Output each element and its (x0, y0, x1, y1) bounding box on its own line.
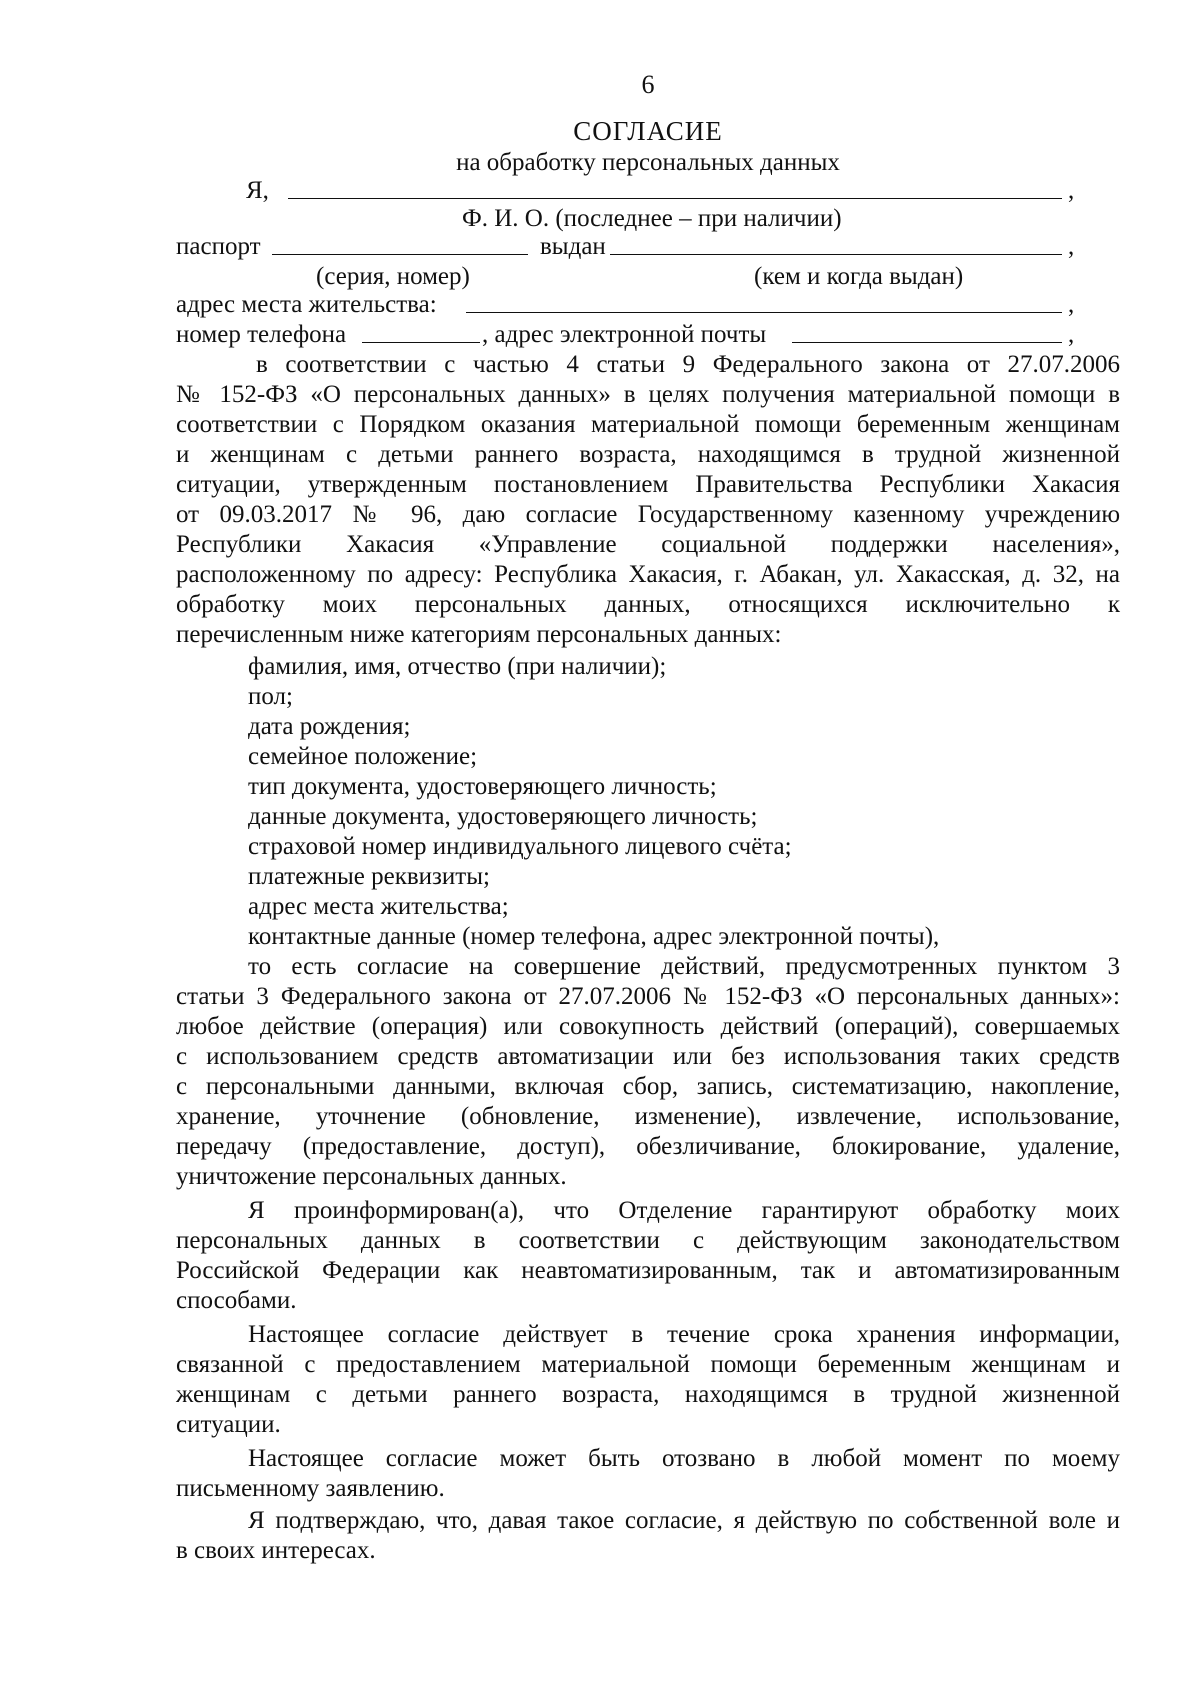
list-item: тип документа, удостоверяющего личность; (248, 773, 717, 800)
paragraph-line: с использованием средств автоматизации или без использования таких средств (176, 1043, 1120, 1070)
address-field[interactable] (466, 290, 1062, 313)
passport-label: паспорт (176, 233, 261, 260)
paragraph-line: № 152-ФЗ «О персональных данных» в целях получения материальной помощи в (176, 381, 1120, 408)
paragraph-line: ситуации, утвержденным постановлением Правительства Республики Хакасия (176, 471, 1120, 498)
fio-comma: , (1068, 177, 1075, 204)
paragraph-line: любое действие (операция) или совокупность действий (операций), совершаемых (176, 1013, 1120, 1040)
list-item: контактные данные (номер телефона, адрес электронной почты), (248, 923, 940, 950)
paragraph-line: ситуации. (176, 1411, 281, 1438)
paragraph-line: Настоящее согласие может быть отозвано в любой момент по моему (248, 1445, 1120, 1472)
address-label: адрес места жительства: (176, 291, 437, 318)
document-subtitle: на обработку персональных данных (456, 149, 840, 176)
passport-series-field[interactable] (272, 232, 528, 255)
paragraph-line: в соответствии с частью 4 статьи 9 Федерального закона от 27.07.2006 (256, 351, 1120, 378)
paragraph-line: то есть согласие на совершение действий, предусмотренных пунктом 3 (248, 953, 1120, 980)
paragraph-line: Я подтверждаю, что, давая такое согласие, я действую по собственной воле и (248, 1507, 1120, 1534)
paragraph-line: женщинам с детьми раннего возраста, находящимся в трудной жизненной (176, 1381, 1120, 1408)
document-title: СОГЛАСИЕ (573, 116, 723, 146)
paragraph-line: Российской Федерации как неавтоматизированным, так и автоматизированным (176, 1257, 1120, 1284)
list-item: семейное положение; (248, 743, 478, 770)
paragraph-line: связанной с предоставлением материальной помощи беременным женщинам и (176, 1351, 1120, 1378)
paragraph-line: расположенному по адресу: Республика Хакасия, г. Абакан, ул. Хакасская, д. 32, на (176, 561, 1120, 588)
list-item: фамилия, имя, отчество (при наличии); (248, 653, 667, 680)
address-comma: , (1068, 291, 1075, 318)
paragraph-line: Настоящее согласие действует в течение срока хранения информации, (248, 1321, 1120, 1348)
email-comma: , (1068, 321, 1075, 348)
list-item: данные документа, удостоверяющего личность; (248, 803, 758, 830)
paragraph-line: обработку моих персональных данных, относящихся исключительно к (176, 591, 1120, 618)
paragraph-line: от 09.03.2017 № 96, даю согласие Государственному казенному учреждению (176, 501, 1120, 528)
paragraph-line: уничтожение персональных данных. (176, 1163, 567, 1190)
issued-by-field[interactable] (610, 232, 1062, 255)
list-item: пол; (248, 683, 293, 710)
paragraph-line: персональных данных в соответствии с действующим законодательством (176, 1227, 1120, 1254)
paragraph-line: перечисленным ниже категориям персональных данных: (176, 621, 782, 648)
paragraph-line: и женщинам с детьми раннего возраста, находящимся в трудной жизненной (176, 441, 1120, 468)
paragraph-line: хранение, уточнение (обновление, изменение), извлечение, использование, (176, 1103, 1120, 1130)
issued-caption: (кем и когда выдан) (754, 263, 964, 290)
series-caption: (серия, номер) (316, 263, 470, 290)
paragraph-line: передачу (предоставление, доступ), обезличивание, блокирование, удаление, (176, 1133, 1120, 1160)
phone-field[interactable] (362, 320, 480, 343)
paragraph-line: статьи 3 Федерального закона от 27.07.2006 № 152-ФЗ «О персональных данных»: (176, 983, 1120, 1010)
paragraph-line: способами. (176, 1287, 297, 1314)
list-item: адрес места жительства; (248, 893, 509, 920)
phone-label: номер телефона (176, 321, 347, 348)
issued-label: выдан (540, 233, 606, 260)
ya-label: Я, (246, 177, 269, 204)
email-label: , адрес электронной почты (482, 321, 767, 348)
email-field[interactable] (792, 320, 1062, 343)
list-item: страховой номер индивидуального лицевого счёта; (248, 833, 792, 860)
paragraph-line: с персональными данными, включая сбор, запись, систематизацию, накопление, (176, 1073, 1120, 1100)
paragraph-line: Республики Хакасия «Управление социальной поддержки населения», (176, 531, 1120, 558)
paragraph-line: в своих интересах. (176, 1537, 376, 1564)
issued-comma: , (1068, 233, 1075, 260)
list-item: платежные реквизиты; (248, 863, 490, 890)
fio-field[interactable] (288, 176, 1062, 199)
paragraph-line: письменному заявлению. (176, 1475, 445, 1502)
paragraph-line: соответствии с Порядком оказания материальной помощи беременным женщинам (176, 411, 1120, 438)
list-item: дата рождения; (248, 713, 411, 740)
fio-caption: Ф. И. О. (последнее – при наличии) (462, 205, 842, 232)
paragraph-line: Я проинформирован(а), что Отделение гарантируют обработку моих (248, 1197, 1120, 1224)
page-number: 6 (641, 70, 655, 99)
